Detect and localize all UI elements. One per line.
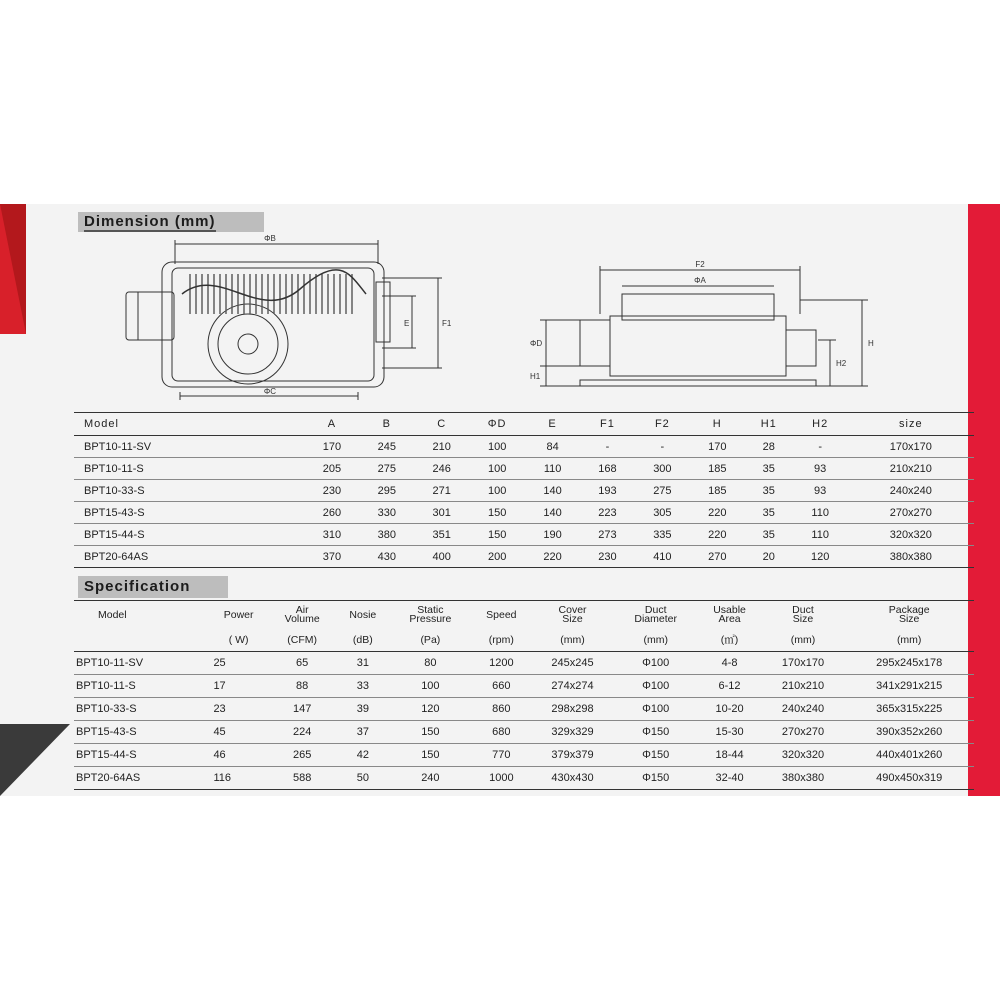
table-cell: 4-8	[697, 652, 761, 675]
table-cell: 273	[580, 524, 635, 546]
table-cell: 298x298	[531, 698, 614, 721]
table-cell: 6-12	[697, 675, 761, 698]
table-cell: 220	[690, 502, 745, 524]
table-cell: 270x270	[762, 721, 845, 744]
table-cell: 329x329	[531, 721, 614, 744]
table-cell: 37	[337, 721, 390, 744]
left-dark-accent	[0, 724, 70, 796]
table-cell: 305	[635, 502, 690, 524]
table-cell: 341x291x215	[844, 675, 974, 698]
table-cell: -	[580, 436, 635, 458]
col-header: H2	[793, 413, 848, 436]
col-header: Usable Area	[697, 601, 761, 630]
table-cell: 240	[389, 767, 471, 790]
table-row	[74, 767, 974, 790]
unit-header: (mm)	[762, 629, 845, 652]
specification-unit-row	[74, 629, 974, 652]
fan-front-drawing	[120, 234, 460, 404]
table-cell: -	[635, 436, 690, 458]
table-cell: 370	[304, 546, 359, 568]
table-cell: 365x315x225	[844, 698, 974, 721]
table-cell: BPT15-43-S	[74, 721, 209, 744]
table-cell: 45	[209, 721, 267, 744]
table-cell: 245	[359, 436, 414, 458]
table-cell: 46	[209, 744, 267, 767]
col-header: ΦD	[469, 413, 525, 436]
specification-title: Specification	[78, 576, 228, 598]
dimension-table	[74, 412, 974, 568]
table-cell: 300	[635, 458, 690, 480]
table-cell: 33	[337, 675, 390, 698]
table-cell: 100	[469, 458, 525, 480]
table-cell: 23	[209, 698, 267, 721]
specification-table	[74, 600, 974, 790]
table-cell: 31	[337, 652, 390, 675]
dimension-title: Dimension (mm)	[78, 212, 264, 232]
col-header: size	[848, 413, 974, 436]
table-cell: 320x320	[762, 744, 845, 767]
table-cell: 170x170	[848, 436, 974, 458]
table-cell: 150	[469, 502, 525, 524]
table-cell: BPT10-33-S	[74, 698, 209, 721]
table-cell: 230	[304, 480, 359, 502]
table-cell: 200	[469, 546, 525, 568]
table-cell: 100	[469, 436, 525, 458]
unit-header: (Pa)	[389, 629, 471, 652]
table-cell: 150	[389, 721, 471, 744]
unit-header: (mm)	[844, 629, 974, 652]
table-row	[74, 502, 974, 524]
table-cell: 380	[359, 524, 414, 546]
table-cell: 100	[469, 480, 525, 502]
table-cell: 224	[268, 721, 337, 744]
label-f1: F1	[442, 319, 452, 328]
col-header: H1	[745, 413, 793, 436]
unit-header: (mm)	[614, 629, 698, 652]
table-cell: BPT10-11-S	[74, 458, 304, 480]
table-cell: 110	[525, 458, 580, 480]
table-cell: 185	[690, 480, 745, 502]
col-header: Cover Size	[531, 601, 614, 630]
table-cell: 271	[414, 480, 469, 502]
table-cell: 18-44	[697, 744, 761, 767]
col-header: Air Volume	[268, 601, 337, 630]
col-header: Duct Diameter	[614, 601, 698, 630]
table-cell: 15-30	[697, 721, 761, 744]
table-cell: 205	[304, 458, 359, 480]
table-cell: 410	[635, 546, 690, 568]
table-row	[74, 675, 974, 698]
table-cell: 265	[268, 744, 337, 767]
table-cell: 270x270	[848, 502, 974, 524]
table-cell: 1200	[472, 652, 532, 675]
table-cell: Φ150	[614, 744, 698, 767]
table-cell: 100	[389, 675, 471, 698]
table-cell: 84	[525, 436, 580, 458]
table-cell: 42	[337, 744, 390, 767]
unit-header: ( W)	[209, 629, 267, 652]
table-cell: 210	[414, 436, 469, 458]
col-header: Duct Size	[762, 601, 845, 630]
table-row	[74, 436, 974, 458]
label-phi-a: ΦA	[694, 276, 706, 285]
label-phi-c: ΦC	[263, 387, 277, 396]
table-cell: 210x210	[848, 458, 974, 480]
table-cell: 270	[690, 546, 745, 568]
table-cell: 860	[472, 698, 532, 721]
table-cell: 93	[793, 480, 848, 502]
spec-sheet	[0, 204, 1000, 796]
table-cell: 320x320	[848, 524, 974, 546]
table-cell: 380x380	[848, 546, 974, 568]
specification-header-row	[74, 601, 974, 630]
table-cell: 140	[525, 480, 580, 502]
col-header: Model	[74, 601, 209, 630]
table-cell: 390x352x260	[844, 721, 974, 744]
table-row	[74, 480, 974, 502]
table-cell: 220	[525, 546, 580, 568]
table-cell: 660	[472, 675, 532, 698]
table-row	[74, 652, 974, 675]
unit-header: (rpm)	[472, 629, 532, 652]
table-cell: 28	[745, 436, 793, 458]
table-cell: 25	[209, 652, 267, 675]
unit-header: (dB)	[337, 629, 390, 652]
col-header: B	[359, 413, 414, 436]
table-cell: 93	[793, 458, 848, 480]
table-cell: 246	[414, 458, 469, 480]
table-cell: Φ150	[614, 721, 698, 744]
table-cell: 274x274	[531, 675, 614, 698]
table-cell: BPT15-44-S	[74, 744, 209, 767]
col-header: Speed	[472, 601, 532, 630]
table-cell: 120	[793, 546, 848, 568]
table-cell: 379x379	[531, 744, 614, 767]
table-cell: 168	[580, 458, 635, 480]
table-cell: 210x210	[762, 675, 845, 698]
table-cell: 150	[469, 524, 525, 546]
unit-header: (CFM)	[268, 629, 337, 652]
table-cell: 301	[414, 502, 469, 524]
table-cell: 430x430	[531, 767, 614, 790]
table-cell: 220	[690, 524, 745, 546]
table-cell: 770	[472, 744, 532, 767]
table-cell: 190	[525, 524, 580, 546]
table-cell: 295	[359, 480, 414, 502]
table-cell: 50	[337, 767, 390, 790]
table-cell: BPT20-64AS	[74, 546, 304, 568]
table-cell: 170	[690, 436, 745, 458]
table-cell: 295x245x178	[844, 652, 974, 675]
table-cell: BPT10-11-SV	[74, 652, 209, 675]
table-cell: 20	[745, 546, 793, 568]
table-row	[74, 546, 974, 568]
dimension-header-row	[74, 413, 974, 436]
table-cell: 147	[268, 698, 337, 721]
table-cell: Φ100	[614, 675, 698, 698]
table-cell: 330	[359, 502, 414, 524]
table-cell: BPT15-44-S	[74, 524, 304, 546]
table-cell: Φ100	[614, 652, 698, 675]
table-cell: 588	[268, 767, 337, 790]
unit-header	[74, 629, 209, 652]
label-h1: H1	[530, 372, 541, 381]
table-cell: 380x380	[762, 767, 845, 790]
col-header: Static Pressure	[389, 601, 471, 630]
unit-header: (㎡)	[697, 629, 761, 652]
col-header: Nosie	[337, 601, 390, 630]
col-header: Model	[74, 413, 304, 436]
table-cell: 1000	[472, 767, 532, 790]
table-cell: 116	[209, 767, 267, 790]
table-cell: 110	[793, 524, 848, 546]
unit-header: (mm)	[531, 629, 614, 652]
table-cell: 223	[580, 502, 635, 524]
table-cell: 260	[304, 502, 359, 524]
table-cell: Φ100	[614, 698, 698, 721]
col-header: C	[414, 413, 469, 436]
col-header: Package Size	[844, 601, 974, 630]
table-row	[74, 721, 974, 744]
col-header: Power	[209, 601, 267, 630]
table-row	[74, 698, 974, 721]
table-cell: 88	[268, 675, 337, 698]
col-header: F2	[635, 413, 690, 436]
table-cell: 245x245	[531, 652, 614, 675]
table-cell: 10-20	[697, 698, 761, 721]
table-cell: 140	[525, 502, 580, 524]
table-cell: 240x240	[848, 480, 974, 502]
table-cell: 310	[304, 524, 359, 546]
label-phi-b: ΦB	[264, 234, 276, 243]
table-row	[74, 458, 974, 480]
table-cell: 150	[389, 744, 471, 767]
table-cell: 32-40	[697, 767, 761, 790]
table-cell: 230	[580, 546, 635, 568]
table-cell: 351	[414, 524, 469, 546]
table-cell: 680	[472, 721, 532, 744]
col-header: H	[690, 413, 745, 436]
table-cell: 240x240	[762, 698, 845, 721]
table-cell: -	[793, 436, 848, 458]
table-cell: 120	[389, 698, 471, 721]
table-cell: 39	[337, 698, 390, 721]
table-cell: 430	[359, 546, 414, 568]
table-cell: 35	[745, 458, 793, 480]
table-cell: 490x450x319	[844, 767, 974, 790]
table-cell: 65	[268, 652, 337, 675]
table-cell: 275	[635, 480, 690, 502]
table-cell: 35	[745, 480, 793, 502]
label-f2: F2	[695, 260, 705, 269]
col-header: E	[525, 413, 580, 436]
table-cell: 35	[745, 524, 793, 546]
table-cell: BPT10-11-S	[74, 675, 209, 698]
table-cell: 80	[389, 652, 471, 675]
table-cell: 193	[580, 480, 635, 502]
fan-side-drawing	[510, 254, 890, 404]
table-cell: 170x170	[762, 652, 845, 675]
table-cell: 170	[304, 436, 359, 458]
table-cell: BPT15-43-S	[74, 502, 304, 524]
label-h2: H2	[836, 359, 847, 368]
table-cell: 17	[209, 675, 267, 698]
left-red-accent-diagonal	[0, 204, 26, 334]
table-cell: 335	[635, 524, 690, 546]
table-cell: BPT10-11-SV	[74, 436, 304, 458]
table-cell: 35	[745, 502, 793, 524]
table-cell: BPT20-64AS	[74, 767, 209, 790]
col-header: A	[304, 413, 359, 436]
table-cell: 400	[414, 546, 469, 568]
table-cell: 275	[359, 458, 414, 480]
table-row	[74, 524, 974, 546]
label-h: H	[868, 339, 874, 348]
table-cell: 185	[690, 458, 745, 480]
col-header: F1	[580, 413, 635, 436]
label-e: E	[404, 319, 410, 328]
table-cell: 440x401x260	[844, 744, 974, 767]
table-row	[74, 744, 974, 767]
table-cell: BPT10-33-S	[74, 480, 304, 502]
table-cell: 110	[793, 502, 848, 524]
table-cell: Φ150	[614, 767, 698, 790]
label-phi-d: ΦD	[530, 339, 543, 348]
